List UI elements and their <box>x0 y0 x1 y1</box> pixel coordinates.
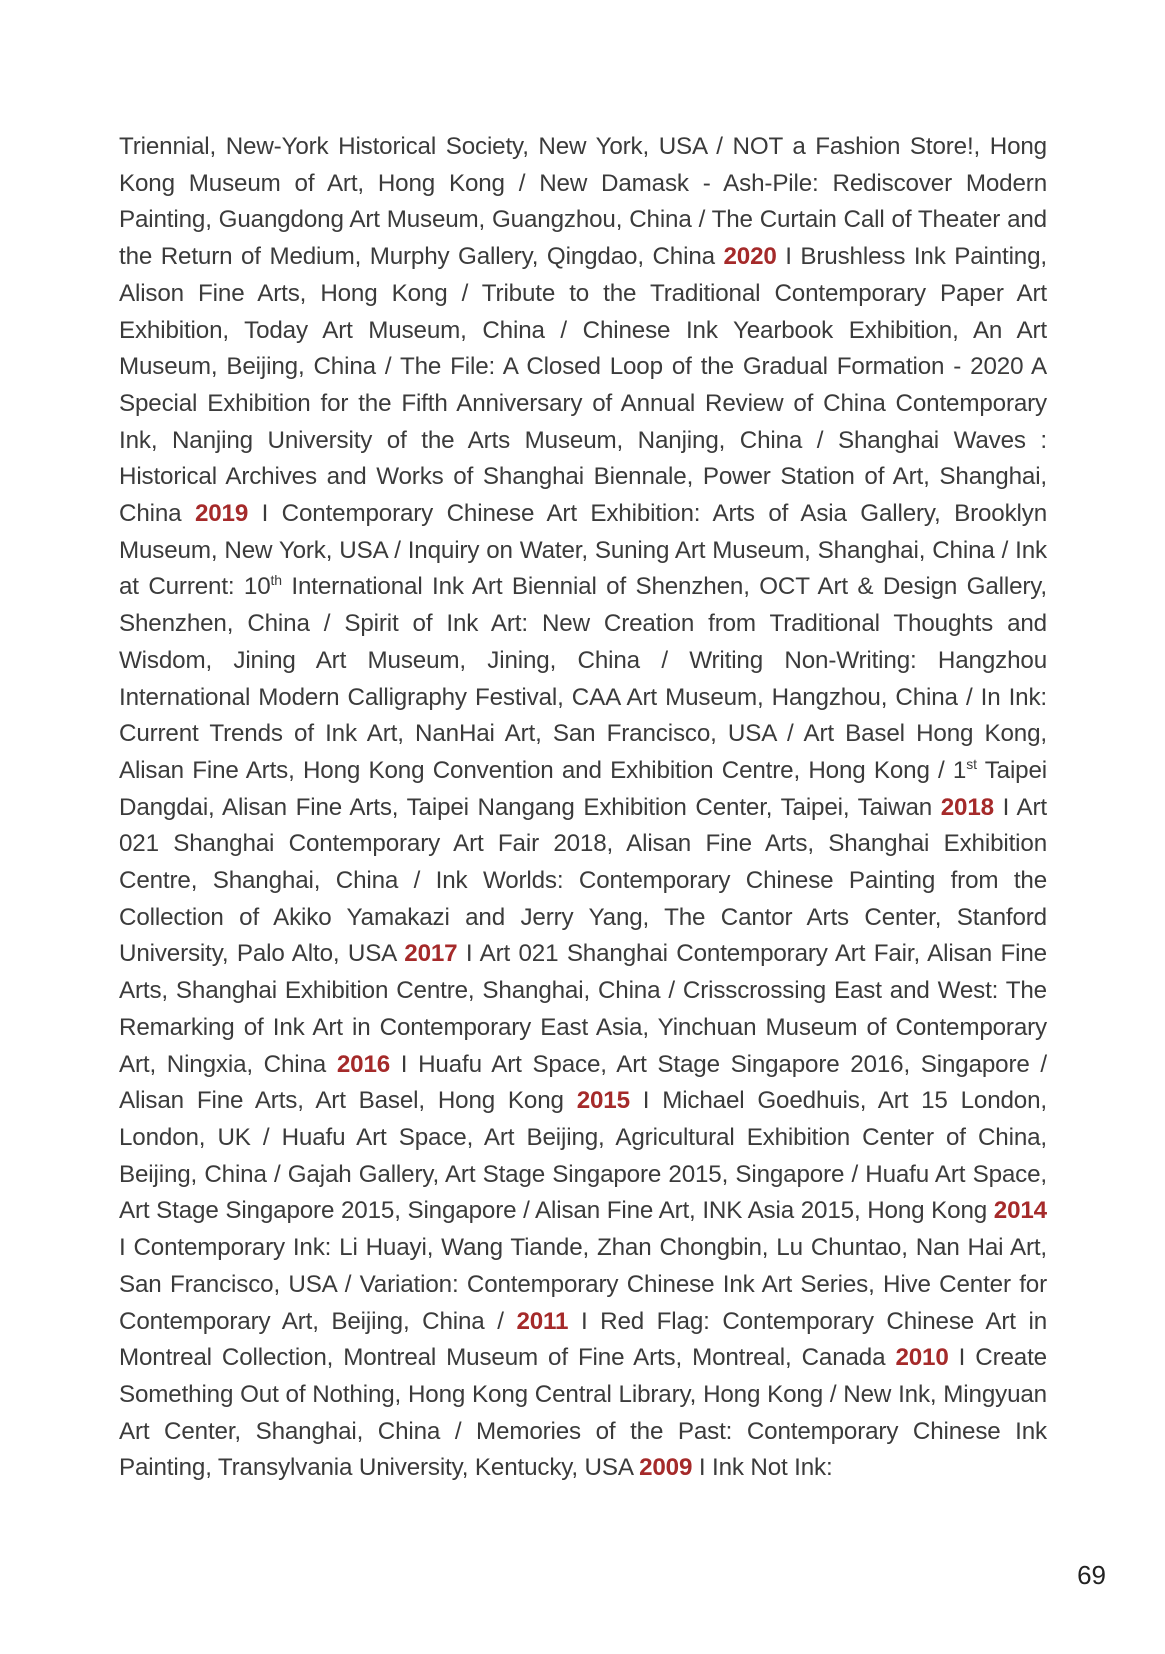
ordinal-suffix: st <box>966 755 977 772</box>
page-number: 69 <box>1077 1560 1106 1590</box>
text-segment: I Michael Goedhuis, Art 15 London, London, UK / Huafu Art Space, Art Beijing, Agricultural Exhibition Center of China, Beijing, China / Gajah Gallery, Art Stage Singapore 2015, Singapore / Huafu Art Space, Art Stage Singapore 2015, Singapore / Alisan Fine Art, INK Asia 2015, Hong Kong <box>119 1087 1047 1225</box>
text-segment: I Ink Not Ink: <box>692 1454 833 1482</box>
text-segment: Triennial, New-York Historical Society, New York, USA / NOT a Fashion Store!, Hong Kong Museum of Art, Hong Kong / New Damask - Ash-Pile: Rediscover Modern Painting, Guangdong Art Museum, Guangzhou, China / The Curtain Call of Theater and the Return of Medium, Murphy Gallery, Qingdao, China <box>119 133 1047 271</box>
text-segment: I Huafu Art Space, Art Stage Singapore 2016, Singapore / Alisan Fine Arts, Art Basel, Hong Kong <box>119 1050 1047 1115</box>
year-marker-2016: 2016 <box>336 1050 391 1078</box>
text-segment: I Art 021 Shanghai Contemporary Art Fair 2018, Alisan Fine Arts, Shanghai Exhibition Centre, Shanghai, China / Ink Worlds: Contemporary Chinese Painting from the Collection of Akiko Yamakazi and Jerry Yang, The Cantor Arts Center, Stanford University, Palo Alto, USA <box>119 793 1047 968</box>
text-segment: I Create Something Out of Nothing, Hong Kong Central Library, Hong Kong / New Ink, Mingyuan Art Center, Shanghai, China / Memories of the Past: Contemporary Chinese Ink Painting, Transylvania University, Kentucky, USA <box>119 1344 1047 1482</box>
text-segment: International Ink Art Biennial of Shenzhen, OCT Art & Design Gallery, Shenzhen, China / Spirit of Ink Art: New Creation from Traditional Thoughts and Wisdom, Jining Art Museum, Jining, China / Writing Non-Writing: Hangzhou International Modern Calligraphy Festival, CAA Art Museum, Hangzhou, China / In Ink: Current Trends of Ink Art, NanHai Art, San Francisco, USA / Art Basel Hong Kong, Alisan Fine Arts, Hong Kong Convention and Exhibition Centre, Hong Kong / 1 <box>119 573 1047 784</box>
year-marker-2018: 2018 <box>940 793 994 821</box>
year-marker-2015: 2015 <box>576 1087 630 1115</box>
year-marker-2014: 2014 <box>993 1197 1047 1225</box>
year-marker-2009: 2009 <box>639 1454 693 1482</box>
text-segment: I Contemporary Ink: Li Huayi, Wang Tiande, Zhan Chongbin, Lu Chuntao, Nan Hai Art, San Francisco, USA / Variation: Contemporary Chinese Ink Art Series, Hive Center for Contemporary Art, Beijing, China / <box>119 1234 1047 1335</box>
year-marker-2020: 2020 <box>723 243 777 271</box>
year-marker-2019: 2019 <box>194 500 249 528</box>
year-marker-2017: 2017 <box>404 940 458 968</box>
text-segment: Taipei Dangdai, Alisan Fine Arts, Taipei Nangang Exhibition Center, Taipei, Taiwan <box>119 756 1047 821</box>
text-segment: I Red Flag: Contemporary Chinese Art in Montreal Collection, Montreal Museum of Fine Arts, Montreal, Canada <box>119 1307 1048 1372</box>
ordinal-suffix: th <box>270 572 282 589</box>
year-marker-2010: 2010 <box>895 1344 949 1372</box>
exhibition-history-paragraph <box>119 129 1047 1487</box>
text-segment: I Art 021 Shanghai Contemporary Art Fair, Alisan Fine Arts, Shanghai Exhibition Centre, Shanghai, China / Crisscrossing East and West: The Remarking of Ink Art in Contemporary East Asia, Yinchuan Museum of Contemporary Art, Ningxia, China <box>119 940 1047 1078</box>
text-segment: I Brushless Ink Painting, Alison Fine Arts, Hong Kong / Tribute to the Traditional Contemporary Paper Art Exhibition, Today Art Museum, China / Chinese Ink Yearbook Exhibition, An Art Museum, Beijing, China / The File: A Closed Loop of the Gradual Formation - 2020 A Special Exhibition for the Fifth Anniversary of Annual Review of China Contemporary Ink, Nanjing University of the Arts Museum, Nanjing, China / Shanghai Waves : Historical Archives and Works of Shanghai Biennale, Power Station of Art, Shanghai, China <box>119 243 1047 528</box>
text-segment: I Contemporary Chinese Art Exhibition: Arts of Asia Gallery, Brooklyn Museum, New York, USA / Inquiry on Water, Suning Art Museum, Shanghai, China / Ink at Current: 10 <box>119 500 1047 601</box>
year-marker-2011: 2011 <box>516 1307 569 1335</box>
